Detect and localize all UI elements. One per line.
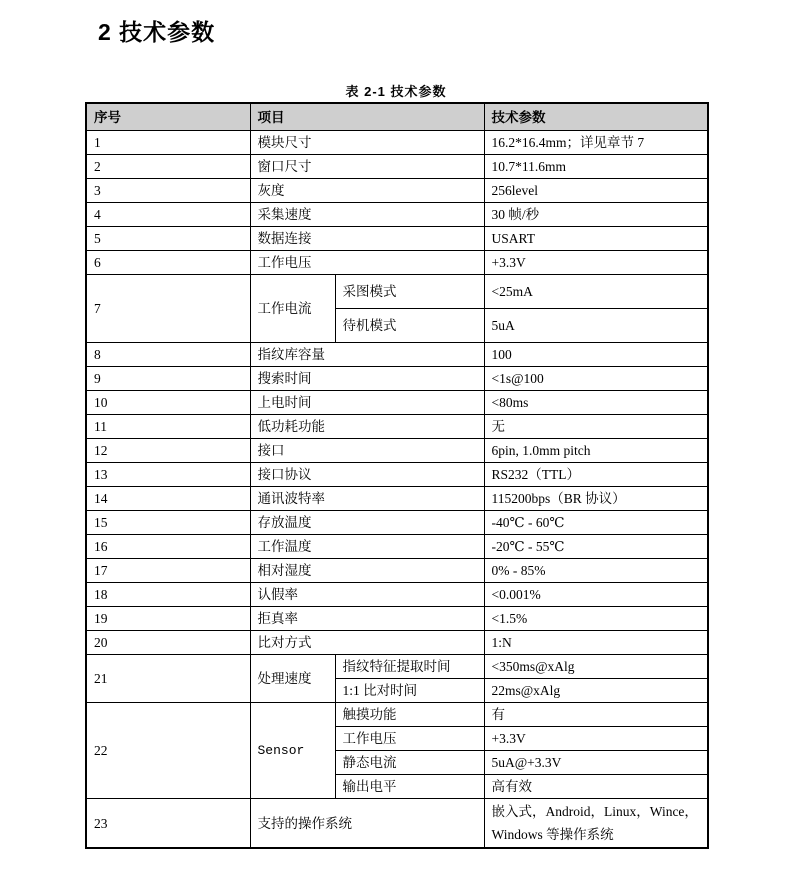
row-item-cell: 搜索时间 <box>250 367 484 391</box>
row-item-cell: 认假率 <box>250 583 484 607</box>
row-value-cell: 无 <box>484 415 708 439</box>
row-value-cell: 6pin, 1.0mm pitch <box>484 439 708 463</box>
row-item-cell: 低功耗功能 <box>250 415 484 439</box>
table-header-row <box>86 103 708 131</box>
row-item-cell: 通讯波特率 <box>250 487 484 511</box>
row-value-cell: USART <box>484 227 708 251</box>
row-value-cell: <350ms@xAlg <box>484 655 708 679</box>
table-row <box>86 415 708 439</box>
table-row <box>86 179 708 203</box>
row-subitem-cell: 输出电平 <box>335 775 484 799</box>
row-value-cell: 0% - 85% <box>484 559 708 583</box>
row-item-cell: 接口 <box>250 439 484 463</box>
table-row <box>86 439 708 463</box>
table-row <box>86 343 708 367</box>
row-no-cell: 11 <box>86 415 250 439</box>
row-value-cell: 1:N <box>484 631 708 655</box>
table-caption: 表 2-1 技术参数 <box>345 84 447 99</box>
table-row <box>86 203 708 227</box>
row-value-cell: 5uA <box>484 309 708 343</box>
table-row <box>86 583 708 607</box>
row-item-cell: 相对湿度 <box>250 559 484 583</box>
row-value-cell: 有 <box>484 703 708 727</box>
table-row <box>86 607 708 631</box>
row-no-cell: 16 <box>86 535 250 559</box>
table-row <box>86 275 708 309</box>
row-no-cell: 17 <box>86 559 250 583</box>
row-no-cell: 23 <box>86 799 250 849</box>
header-cell-no: 序号 <box>86 103 250 131</box>
row-item-cell: 采集速度 <box>250 203 484 227</box>
table-row <box>86 155 708 179</box>
row-item-cell: 工作温度 <box>250 535 484 559</box>
table-row <box>86 559 708 583</box>
row-no-cell: 5 <box>86 227 250 251</box>
row-value-cell: 16.2*16.4mm；详见章节 7 <box>484 131 708 155</box>
row-value-cell: 30 帧/秒 <box>484 203 708 227</box>
row-item-cell: 窗口尺寸 <box>250 155 484 179</box>
table-row <box>86 799 708 849</box>
row-no-cell: 22 <box>86 703 250 799</box>
row-subitem-cell: 工作电压 <box>335 727 484 751</box>
row-no-cell: 9 <box>86 367 250 391</box>
row-no-cell: 20 <box>86 631 250 655</box>
table-row <box>86 631 708 655</box>
table-row <box>86 367 708 391</box>
row-no-cell: 21 <box>86 655 250 703</box>
row-no-cell: 8 <box>86 343 250 367</box>
spec-table-body <box>86 131 708 849</box>
row-item-cell: 工作电压 <box>250 251 484 275</box>
row-item-cell: 工作电流 <box>250 275 335 343</box>
row-subitem-cell: 静态电流 <box>335 751 484 775</box>
row-value-cell: 嵌入式，Android，Linux，Wince，Windows 等操作系统 <box>484 799 708 849</box>
row-value-cell: 22ms@xAlg <box>484 679 708 703</box>
row-value-cell: RS232（TTL） <box>484 463 708 487</box>
row-subitem-cell: 触摸功能 <box>335 703 484 727</box>
row-no-cell: 12 <box>86 439 250 463</box>
row-item-cell: 数据连接 <box>250 227 484 251</box>
row-value-cell: +3.3V <box>484 727 708 751</box>
row-subitem-cell: 指纹特征提取时间 <box>335 655 484 679</box>
row-item-cell: 接口协议 <box>250 463 484 487</box>
row-no-cell: 19 <box>86 607 250 631</box>
row-item-cell: 处理速度 <box>250 655 335 703</box>
row-no-cell: 3 <box>86 179 250 203</box>
row-value-cell: +3.3V <box>484 251 708 275</box>
row-item-cell: 灰度 <box>250 179 484 203</box>
row-subitem-cell: 1:1 比对时间 <box>335 679 484 703</box>
table-row <box>86 535 708 559</box>
table-row <box>86 487 708 511</box>
row-value-cell: <0.001% <box>484 583 708 607</box>
row-subitem-cell: 待机模式 <box>335 309 484 343</box>
row-no-cell: 4 <box>86 203 250 227</box>
row-item-cell: 存放温度 <box>250 511 484 535</box>
header-cell-value: 技术参数 <box>484 103 708 131</box>
row-value-cell: <25mA <box>484 275 708 309</box>
page-heading: 2 技术参数 <box>98 19 216 45</box>
row-no-cell: 6 <box>86 251 250 275</box>
row-value-cell: 5uA@+3.3V <box>484 751 708 775</box>
row-item-cell: Sensor <box>250 703 335 799</box>
row-value-cell: 100 <box>484 343 708 367</box>
row-value-cell: <1s@100 <box>484 367 708 391</box>
table-row <box>86 391 708 415</box>
row-value-cell: -20℃ - 55℃ <box>484 535 708 559</box>
row-value-cell: -40℃ - 60℃ <box>484 511 708 535</box>
table-row <box>86 463 708 487</box>
row-item-cell: 支持的操作系统 <box>250 799 484 849</box>
table-row <box>86 251 708 275</box>
row-value-cell: <1.5% <box>484 607 708 631</box>
table-row <box>86 703 708 727</box>
row-no-cell: 18 <box>86 583 250 607</box>
row-no-cell: 7 <box>86 275 250 343</box>
row-item-cell: 上电时间 <box>250 391 484 415</box>
row-item-cell: 比对方式 <box>250 631 484 655</box>
row-value-cell: <80ms <box>484 391 708 415</box>
table-row <box>86 655 708 679</box>
table-row <box>86 511 708 535</box>
row-value-cell: 256level <box>484 179 708 203</box>
spec-table <box>85 102 709 849</box>
table-row <box>86 131 708 155</box>
row-item-cell: 指纹库容量 <box>250 343 484 367</box>
table-row <box>86 227 708 251</box>
row-item-cell: 模块尺寸 <box>250 131 484 155</box>
row-no-cell: 1 <box>86 131 250 155</box>
row-subitem-cell: 采图模式 <box>335 275 484 309</box>
header-cell-item: 项目 <box>250 103 484 131</box>
row-item-cell: 拒真率 <box>250 607 484 631</box>
row-value-cell: 10.7*11.6mm <box>484 155 708 179</box>
row-no-cell: 10 <box>86 391 250 415</box>
row-no-cell: 13 <box>86 463 250 487</box>
row-value-cell: 高有效 <box>484 775 708 799</box>
row-value-cell: 115200bps（BR 协议） <box>484 487 708 511</box>
row-no-cell: 2 <box>86 155 250 179</box>
row-no-cell: 14 <box>86 487 250 511</box>
row-no-cell: 15 <box>86 511 250 535</box>
